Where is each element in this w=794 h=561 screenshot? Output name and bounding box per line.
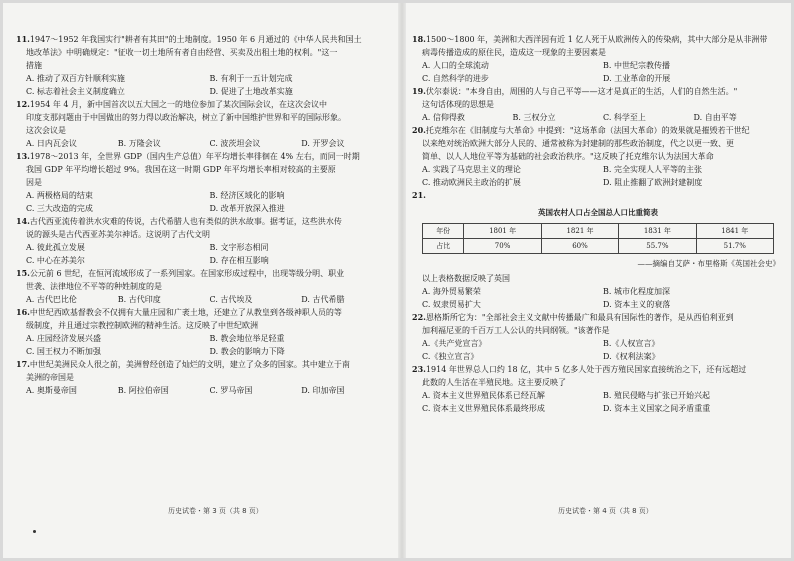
answer-option[interactable]: D. 古代希腊	[301, 295, 345, 304]
page-left	[16, 33, 393, 397]
question-stem-line	[412, 98, 784, 111]
question-number: 14.	[16, 216, 30, 226]
answer-option[interactable]: B. 教会地位举足轻重	[209, 334, 285, 343]
answer-option[interactable]: B. 三权分立	[512, 113, 556, 122]
answer-options	[412, 389, 784, 415]
question-stem-line	[412, 376, 784, 389]
answer-options	[412, 163, 784, 189]
question-stem-line	[16, 267, 393, 280]
table-header-cell: 年份	[423, 224, 464, 239]
table-title: 英国农村人口占全国总人口比重简表	[538, 208, 658, 217]
question-number: 11.	[16, 34, 30, 44]
question-18	[412, 33, 784, 85]
ink-dot	[33, 530, 36, 533]
answer-options	[412, 337, 784, 363]
answer-option[interactable]: D. 工业革命的开展	[603, 74, 671, 83]
answer-option[interactable]: A. 推动了双百方针顺利实施	[26, 74, 125, 83]
exam-sheet	[3, 3, 791, 558]
question-21	[412, 189, 784, 311]
answer-option[interactable]: B. 阿拉伯帝国	[117, 386, 169, 395]
answer-option[interactable]: C. 国王权力不断加强	[26, 347, 101, 356]
question-number: 15.	[16, 268, 30, 278]
page-footer-right: 历史试卷・第 4 页（共 8 页）	[558, 507, 653, 515]
question-text: 托克维尔在《旧制度与大革命》中提到："这场革命（法国大革命）的效果就是摧毁若干世纪	[425, 126, 750, 135]
table-header-cell: 1841 年	[696, 224, 773, 239]
question-14	[16, 215, 393, 267]
answer-option[interactable]: C. 资本主义世界殖民体系最终形成	[422, 404, 545, 413]
answer-option[interactable]: D. 教会的影响力下降	[209, 347, 285, 356]
answer-option[interactable]: D. 资本主义的衰落	[603, 300, 671, 309]
question-number: 13.	[16, 151, 30, 161]
answer-option[interactable]: A. 资本主义世界殖民体系已经瓦解	[422, 391, 545, 400]
answer-option[interactable]: C. 中心在苏美尔	[26, 256, 85, 265]
answer-option[interactable]: C. 波茨坦会议	[209, 139, 261, 148]
question-number: 16.	[16, 307, 30, 317]
table-cell: 70%	[464, 239, 541, 254]
question-stem-line	[16, 371, 393, 384]
answer-option[interactable]: D. 印加帝国	[301, 386, 345, 395]
question-text: 1978～2013 年，全世界 GDP（国内生产总值）年平均增长率徘徊在 4% 左右，而同一时期	[29, 152, 360, 161]
question-stem-line	[16, 124, 393, 137]
question-text: 公元前 6 世纪，在恒河流域形成了一系列国家。在国家形成过程中，出现等级分明、职业	[29, 269, 345, 278]
question-text: 加利福尼亚的千百万工人公认的共同纲领。"该著作是	[422, 326, 610, 335]
answer-option[interactable]: C. 三大改造的完成	[26, 204, 93, 213]
question-text: 简单、以人人地位平等为基础的社会政治秩序。"这反映了托克维尔认为法国大革命	[422, 152, 714, 161]
question-stem-line	[412, 85, 784, 98]
question-text: 我国 GDP 年平均增长超过 9%。我国在这一时期 GDP 年平均增长率相对较高的主要原	[26, 165, 336, 174]
answer-option[interactable]: A. 奥斯曼帝国	[26, 386, 77, 395]
question-text: 这句话体现的思想是	[422, 100, 494, 109]
answer-option[interactable]: D. 促进了土地改革实施	[209, 87, 293, 96]
answer-option[interactable]: D. 资本主义国家之间矛盾重重	[603, 404, 711, 413]
question-text: 病毒传播造成的原住民，造成这一现象的主要因素是	[422, 48, 606, 57]
answer-option[interactable]: A. 实践了马克思主义的理论	[422, 165, 521, 174]
answer-option[interactable]: A.《共产党宣言》	[422, 339, 487, 348]
question-text: 伏尔泰说："本身自由，周围的人与自己平等——这才是真正的生活，人们的自然生活。"	[425, 87, 738, 96]
answer-option[interactable]: C. 自然科学的进步	[422, 74, 489, 83]
question-text: 级制度，并且通过宗教控制欧洲的精神生活。这反映了中世纪欧洲	[26, 321, 258, 330]
question-stem-line	[412, 33, 784, 46]
table-header-cell: 1821 年	[541, 224, 618, 239]
answer-options	[16, 189, 393, 215]
answer-option[interactable]: C.《独立宣言》	[422, 352, 479, 361]
answer-options	[16, 241, 393, 267]
answer-options	[412, 111, 784, 124]
answer-option[interactable]: D.《权利法案》	[603, 352, 660, 361]
answer-option[interactable]: C. 科学至上	[603, 113, 646, 122]
answer-option[interactable]: A. 日内瓦会议	[26, 139, 77, 148]
question-number: 21.	[412, 190, 426, 200]
question-text: 1914 年世界总人口约 18 亿，其中 5 亿多人处于西方殖民国家直接统治之下，还有远超过	[425, 365, 747, 374]
answer-option[interactable]: B. 文字形态相同	[209, 243, 269, 252]
answer-option[interactable]: B. 中世纪宗教传播	[603, 61, 670, 70]
question-text: 地改革法》中明确规定："征收一切土地所有者自由经营、买卖及出租土地的权利。"这一	[26, 48, 338, 57]
question-stem-line	[412, 189, 784, 202]
table-row	[423, 239, 774, 254]
answer-options	[16, 293, 393, 306]
question-text: 此数的人生活在半殖民地。这主要反映了	[422, 378, 566, 387]
question-stem-line	[16, 46, 393, 59]
answer-option[interactable]: B. 城市化程度加深	[603, 287, 670, 296]
question-text: 因是	[26, 178, 42, 187]
question-16	[16, 306, 393, 358]
population-table	[422, 223, 774, 254]
answer-options	[16, 332, 393, 358]
page-fold	[398, 3, 406, 558]
answer-option[interactable]: C. 罗马帝国	[209, 386, 253, 395]
question-stem-line	[412, 46, 784, 59]
table-header-row	[423, 224, 774, 239]
answer-options	[412, 59, 784, 85]
question-stem-line	[16, 150, 393, 163]
question-stem-line	[16, 111, 393, 124]
answer-option[interactable]: B. 古代印度	[117, 295, 161, 304]
question-stem-line	[16, 33, 393, 46]
page-footer-left: 历史试卷・第 3 页（共 8 页）	[168, 507, 263, 515]
question-text: 古代西亚流传着洪水灾难的传说，古代希腊人也有类似的洪水故事。据考证，这些洪水传	[29, 217, 342, 226]
answer-option[interactable]: A. 海外贸易繁荣	[422, 287, 481, 296]
question-stem-line	[412, 311, 784, 324]
question-text: 世袭、法律地位不平等的种姓制度的是	[26, 282, 162, 291]
question-text: 中世纪美洲民众人很之前，美洲曾经创造了灿烂的文明，建立了众多的国家。其中建立于南	[29, 360, 350, 369]
answer-option[interactable]: D. 存在相互影响	[209, 256, 269, 265]
question-17	[16, 358, 393, 397]
answer-option[interactable]: A. 两极格局的结束	[26, 191, 93, 200]
answer-option[interactable]: B. 万隆会议	[117, 139, 161, 148]
question-number: 18.	[412, 34, 426, 44]
answer-option[interactable]: A. 彼此孤立发展	[26, 243, 85, 252]
question-number: 17.	[16, 359, 30, 369]
answer-option[interactable]: B.《人权宣言》	[603, 339, 660, 348]
question-text: 这次会议是	[26, 126, 66, 135]
answer-option[interactable]: D. 开罗会议	[301, 139, 345, 148]
answer-option[interactable]: B. 经济区域化的影响	[209, 191, 285, 200]
answer-options	[16, 72, 393, 98]
question-12	[16, 98, 393, 150]
question-number: 19.	[412, 86, 426, 96]
question-stem-line	[16, 59, 393, 72]
question-13	[16, 150, 393, 215]
answer-option[interactable]: A. 信仰得救	[422, 113, 465, 122]
answer-option[interactable]: A. 庄园经济发展兴盛	[26, 334, 101, 343]
answer-option[interactable]: D. 阻止推翻了欧洲封建制度	[603, 178, 703, 187]
answer-option[interactable]: D. 改革开放深入推进	[209, 204, 285, 213]
table-header-cell: 1831 年	[619, 224, 696, 239]
question-text: 以来绝对统治欧洲大部分人民的、通常被称为封建制的那些政治制度，代之以更一致、更	[422, 139, 734, 148]
question-number: 12.	[16, 99, 30, 109]
question-11	[16, 33, 393, 98]
question-stem-line	[412, 324, 784, 337]
answer-option[interactable]: C. 古代埃及	[209, 295, 253, 304]
question-text: 印度支那问题由于中国做出的努力得以政治解决，树立了新中国维护世界和平的国际形象。	[26, 113, 346, 122]
question-text: 中世纪西欧基督教会不仅拥有大量庄园和广袤土地，还建立了从教皇到各级神职人员的等	[29, 308, 342, 317]
question-stem-line	[16, 228, 393, 241]
question-text: 1500～1800 年，美洲和大西洋因有近 1 亿人死于从欧洲传入的传染病，其中大部分是从非洲带	[425, 35, 768, 44]
question-stem-line	[412, 150, 784, 163]
answer-option[interactable]: B. 殖民侵略与扩张已开始兴起	[603, 391, 710, 400]
question-number: 23.	[412, 364, 426, 374]
answer-option[interactable]: D. 自由平等	[693, 113, 737, 122]
question-stem-line	[16, 215, 393, 228]
answer-option[interactable]: B. 有利于一五计划完成	[209, 74, 293, 83]
question-stem-line	[16, 358, 393, 371]
question-text: 1947～1952 年我国实行"耕者有其田"的土地制度。1950 年 6 月通过的《中华人民共和国土	[29, 35, 362, 44]
question-text: 1954 年 4 月，新中国首次以五大国之一的地位参加了某次国际会议，在这次会议中	[29, 100, 327, 109]
question-stem-line	[16, 98, 393, 111]
question-stem-line	[412, 124, 784, 137]
question-text: 美洲的帝国是	[26, 373, 74, 382]
question-stem-line	[16, 319, 393, 332]
question-text: 措施	[26, 61, 42, 70]
question-number: 22.	[412, 312, 426, 322]
question-stem-line	[412, 137, 784, 150]
table-cell: 55.7%	[619, 239, 696, 254]
table-cell: 51.7%	[696, 239, 773, 254]
table-cell: 60%	[541, 239, 618, 254]
answer-option[interactable]: C. 标志着社会主义制度确立	[26, 87, 125, 96]
question-19	[412, 85, 784, 124]
table-cell: 占比	[423, 239, 464, 254]
answer-option[interactable]: A. 人口的全球流动	[422, 61, 489, 70]
question-20	[412, 124, 784, 189]
question-15	[16, 267, 393, 306]
table-header-cell: 1801 年	[464, 224, 541, 239]
question-stem-line	[16, 280, 393, 293]
question-23	[412, 363, 784, 415]
page-right	[412, 33, 784, 415]
question-stem-line	[412, 363, 784, 376]
answer-option[interactable]: B. 完全实现人人平等的主张	[603, 165, 702, 174]
question-text: 说的源头是古代西亚苏美尔神话。这说明了古代文明	[26, 230, 210, 239]
question-text: 恩格斯所它为："全部社会主义文献中传播最广和最具有国际性的著作，是从西伯利亚到	[425, 313, 734, 322]
answer-options	[16, 137, 393, 150]
question-stem-line	[16, 306, 393, 319]
question-22	[412, 311, 784, 363]
answer-option[interactable]: A. 古代巴比伦	[26, 295, 77, 304]
answer-option[interactable]: C. 推动欧洲民主政治的扩展	[422, 178, 521, 187]
table-source: ——摘编自艾萨・布里格斯《英国社会史》	[637, 259, 780, 268]
question-stem-line	[16, 176, 393, 189]
answer-options	[412, 285, 784, 311]
question-text: 以上表格数据反映了英国	[422, 274, 510, 283]
question-stem-line	[16, 163, 393, 176]
answer-options	[16, 384, 393, 397]
answer-option[interactable]: C. 奴隶贸易扩大	[422, 300, 481, 309]
question-number: 20.	[412, 125, 426, 135]
